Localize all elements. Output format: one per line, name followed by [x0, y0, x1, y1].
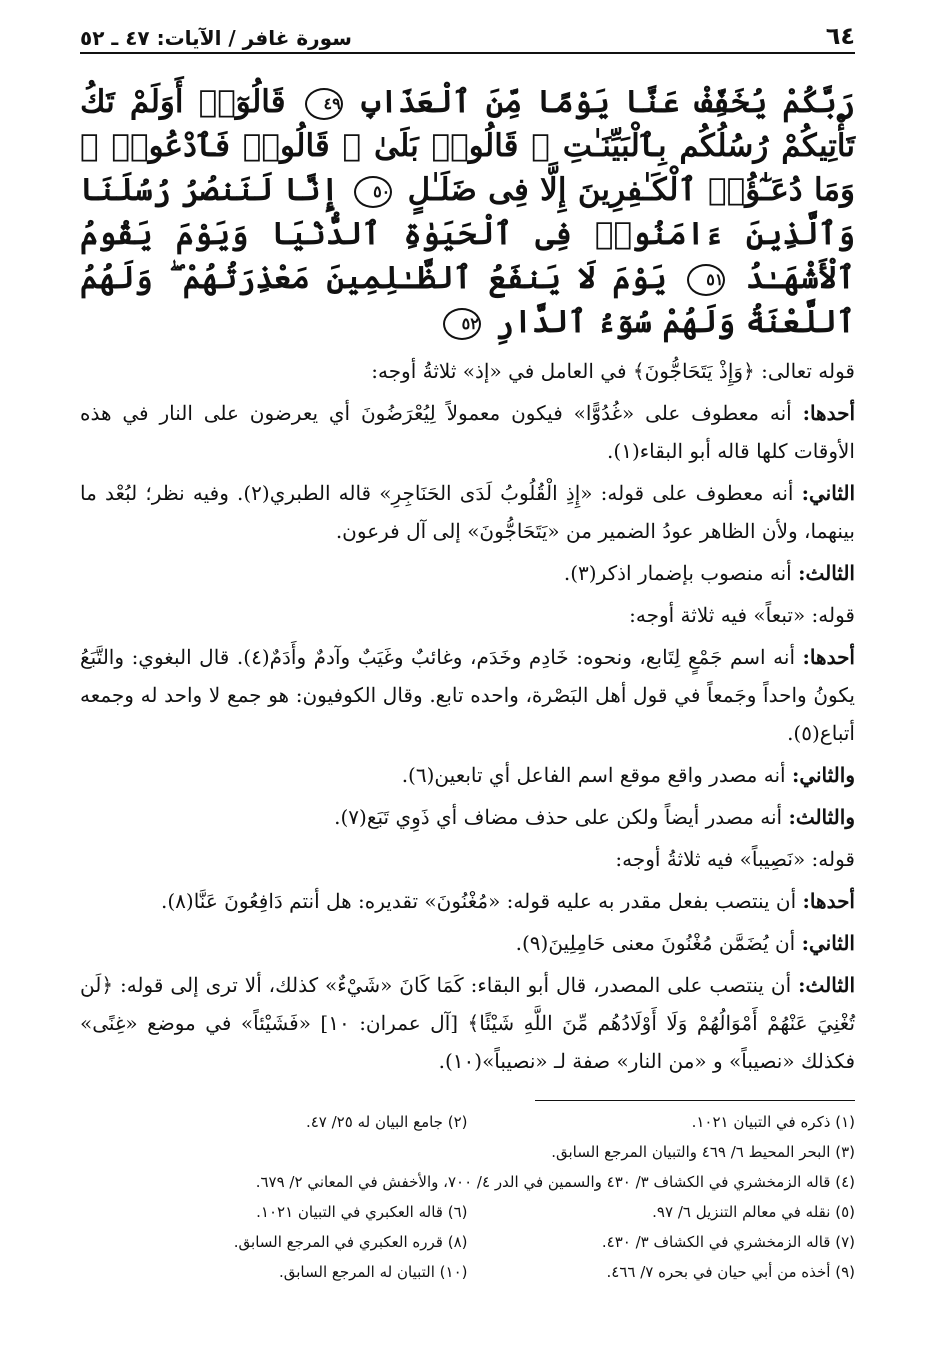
footnote-row: [80, 1227, 855, 1257]
paragraph: [80, 840, 855, 878]
paragraph-lead: الثالث:: [798, 973, 856, 997]
paragraph-text: أن يُضَمَّن مُغْنُونَ معنى حَامِلِينَ(٩).: [515, 931, 796, 955]
paragraph-lead: والثالث:: [788, 805, 855, 829]
footnote-row: [80, 1137, 855, 1167]
footnote: (٩) أخذه من أبي حيان في بحره ٧/ ٤٦٦.: [606, 1263, 855, 1281]
ayah-number-mark: ٥٠: [354, 176, 392, 208]
verse-line: إِنَّا لَنَنصُرُ رُسُلَنَا وَٱلَّذِينَ ءَامَنُوا۟ فِى ٱلْحَيَوٰةِ ٱلدُّنْيَا وَيَوْمَ يَقُومُ ٱلْأَشْهَـٰدُ: [80, 172, 855, 296]
paragraph-lead: والثاني:: [791, 763, 855, 787]
footnote: (٣) البحر المحيط ٦/ ٤٦٩ والتبيان المرجع السابق.: [551, 1143, 855, 1161]
paragraph-text: أن ينتصب بفعل مقدر به عليه قوله: «مُغْنُونَ» تقديره: هل أنتم دَافِعُونَ عَنَّا(٨).: [160, 889, 797, 913]
paragraph-lead: الثاني:: [801, 931, 855, 955]
paragraph-lead: الثالث:: [798, 561, 855, 585]
paragraph-text: أنه معطوف على «غُدُوًّا» فيكون معمولاً لِيُعْرَضُونَ أي يعرضون على النار في هذه الأوقات كلها قاله أبو البقاء(١).: [80, 401, 855, 463]
footnote: (٥) نقله في معالم التنزيل ٦/ ٩٧.: [652, 1203, 855, 1221]
paragraph-lead: أحدها:: [802, 401, 856, 425]
paragraph: [80, 352, 855, 390]
ayah-number-mark: ٤٩: [305, 88, 343, 120]
footnote-row: [80, 1257, 855, 1287]
verse-line: قَالُوٓا۟ أَوَلَمْ تَكُ تَأْتِيكُمْ رُسُلُكُم بِٱلْبَيِّنَـٰتِ ۖ قَالُوا۟ بَلَىٰ ۚ قَالُوا۟ فَٱدْعُوا۟ ۗ وَمَا دُعَـٰٓؤُا۟ ٱلْكَـٰفِرِينَ إِلَّا فِى ضَلَـٰلٍ: [80, 84, 856, 208]
paragraph: [80, 596, 855, 634]
footnotes: [80, 1107, 855, 1287]
paragraph-text: قوله تعالى: ﴿وَإِذْ يَتَحَاجُّونَ﴾ في العامل في «إذ» ثلاثةُ أوجه:: [371, 359, 855, 383]
page-number: ٦٤: [825, 22, 855, 50]
footnote-row: [80, 1167, 855, 1197]
footnote: (١٠) التبيان له المرجع السابق.: [278, 1263, 468, 1281]
footnote-row: [80, 1197, 855, 1227]
paragraph-text: أنه مصدر واقع موقع اسم الفاعل أي تابعين(٦).: [401, 763, 786, 787]
paragraph: [80, 474, 855, 550]
footnote-separator: [535, 1100, 855, 1101]
footnote: (١) ذكره في التبيان ١٠٢١.: [691, 1113, 855, 1131]
verse-line: يَوْمَ لَا يَنفَعُ ٱلظَّـٰلِمِينَ مَعْذِرَتُهُمْ ۖ وَلَهُمُ ٱللَّعْنَةُ وَلَهُمْ سُوٓءُ ٱلدَّارِ: [80, 260, 855, 340]
paragraph-text: أن ينتصب على المصدر، قال أبو البقاء: كَمَا كَانَ «شَيْءٌ» كذلك، ألا ترى إلى قوله: ﴿لَن تُغْنِيَ عَنْهُمْ أَمْوَالُهُمْ وَلَا أَوْلَادُهُم مِّنَ اللَّهِ شَيْئًا﴾ [آل عمران: ١٠] «فَشَيْئاً» في موضع «غِنًى» فكذلك «نصيباً» و «من النار» صفة لـ «نصيباً»(١٠).: [80, 973, 856, 1073]
paragraph-text: أنه مصدر أيضاً ولكن على حذف مضاف أي ذَوِي تَبَع(٧).: [334, 805, 783, 829]
verse-line: رَبَّكُمْ يُخَفِّفْ عَنَّا يَوْمًا مِّنَ ٱلْعَذَابِ: [361, 84, 856, 120]
footnote: (٢) جامع البيان له ٢٥/ ٤٧.: [305, 1113, 468, 1131]
book-page: [80, 20, 855, 1287]
paragraph-lead: أحدها:: [802, 645, 855, 669]
paragraph: [80, 638, 855, 752]
footnote: (٤) قاله الزمخشري في الكشاف ٣/ ٤٣٠ والسمين في الدر ٤/ ٧٠٠، والأخفش في المعاني ٢/ ٦٧٩.: [255, 1173, 855, 1191]
quran-verses: [80, 80, 855, 344]
ayah-number-mark: ٥٢: [443, 308, 481, 340]
chapter-title: سورة غافر / الآيات: ٤٧ ـ ٥٢: [80, 26, 352, 50]
paragraph-lead: أحدها:: [802, 889, 855, 913]
paragraph: [80, 756, 855, 794]
paragraph: [80, 798, 855, 836]
paragraph-text: أنه اسم جَمْعٍ لِتَابع، ونحوه: خَادِم وخَدَم، وغائبٌ وغَيَبٌ وآدمٌ وأَدَمٌ(٤). قال البغوي: والتَّبَعُ يكونُ واحداً وجَمعاً في قول أهل البَصْرة، واحده تابع. وقال الكوفيون: هو جمع لا واحد له وجمعه أتباع(٥).: [80, 645, 855, 745]
paragraph: [80, 966, 855, 1080]
paragraph: [80, 554, 855, 592]
footnote-row: [80, 1107, 855, 1137]
paragraph-text: قوله: «تبعاً» فيه ثلاثة أوجه:: [629, 603, 855, 627]
paragraph-text: أنه منصوب بإضمار اذكر(٣).: [563, 561, 792, 585]
footnote: (٨) قرره العكبري في المرجع السابق.: [233, 1233, 468, 1251]
paragraph: [80, 394, 855, 470]
paragraph-lead: الثاني:: [801, 481, 856, 505]
paragraph-text: أنه معطوف على قوله: «إِذِ الْقُلُوبُ لَدَى الحَنَاجِرِ» قاله الطبري(٢). وفيه نظر؛ لبُعْد ما بينهما، ولأن الظاهر عودُ الضمير من «يَتَحَاجُّونَ» إلى آل فرعون.: [80, 481, 855, 543]
paragraph: [80, 882, 855, 920]
paragraph-text: قوله: «نَصِيباً» فيه ثلاثةُ أوجه:: [615, 847, 855, 871]
paragraph: [80, 924, 855, 962]
commentary-body: [80, 352, 855, 1080]
footnote: (٧) قاله الزمخشري في الكشاف ٣/ ٤٣٠.: [601, 1233, 855, 1251]
ayah-number-mark: ٥١: [687, 264, 725, 296]
footnote: (٦) قاله العكبري في التبيان ١٠٢١.: [256, 1203, 468, 1221]
running-header: [80, 20, 855, 54]
